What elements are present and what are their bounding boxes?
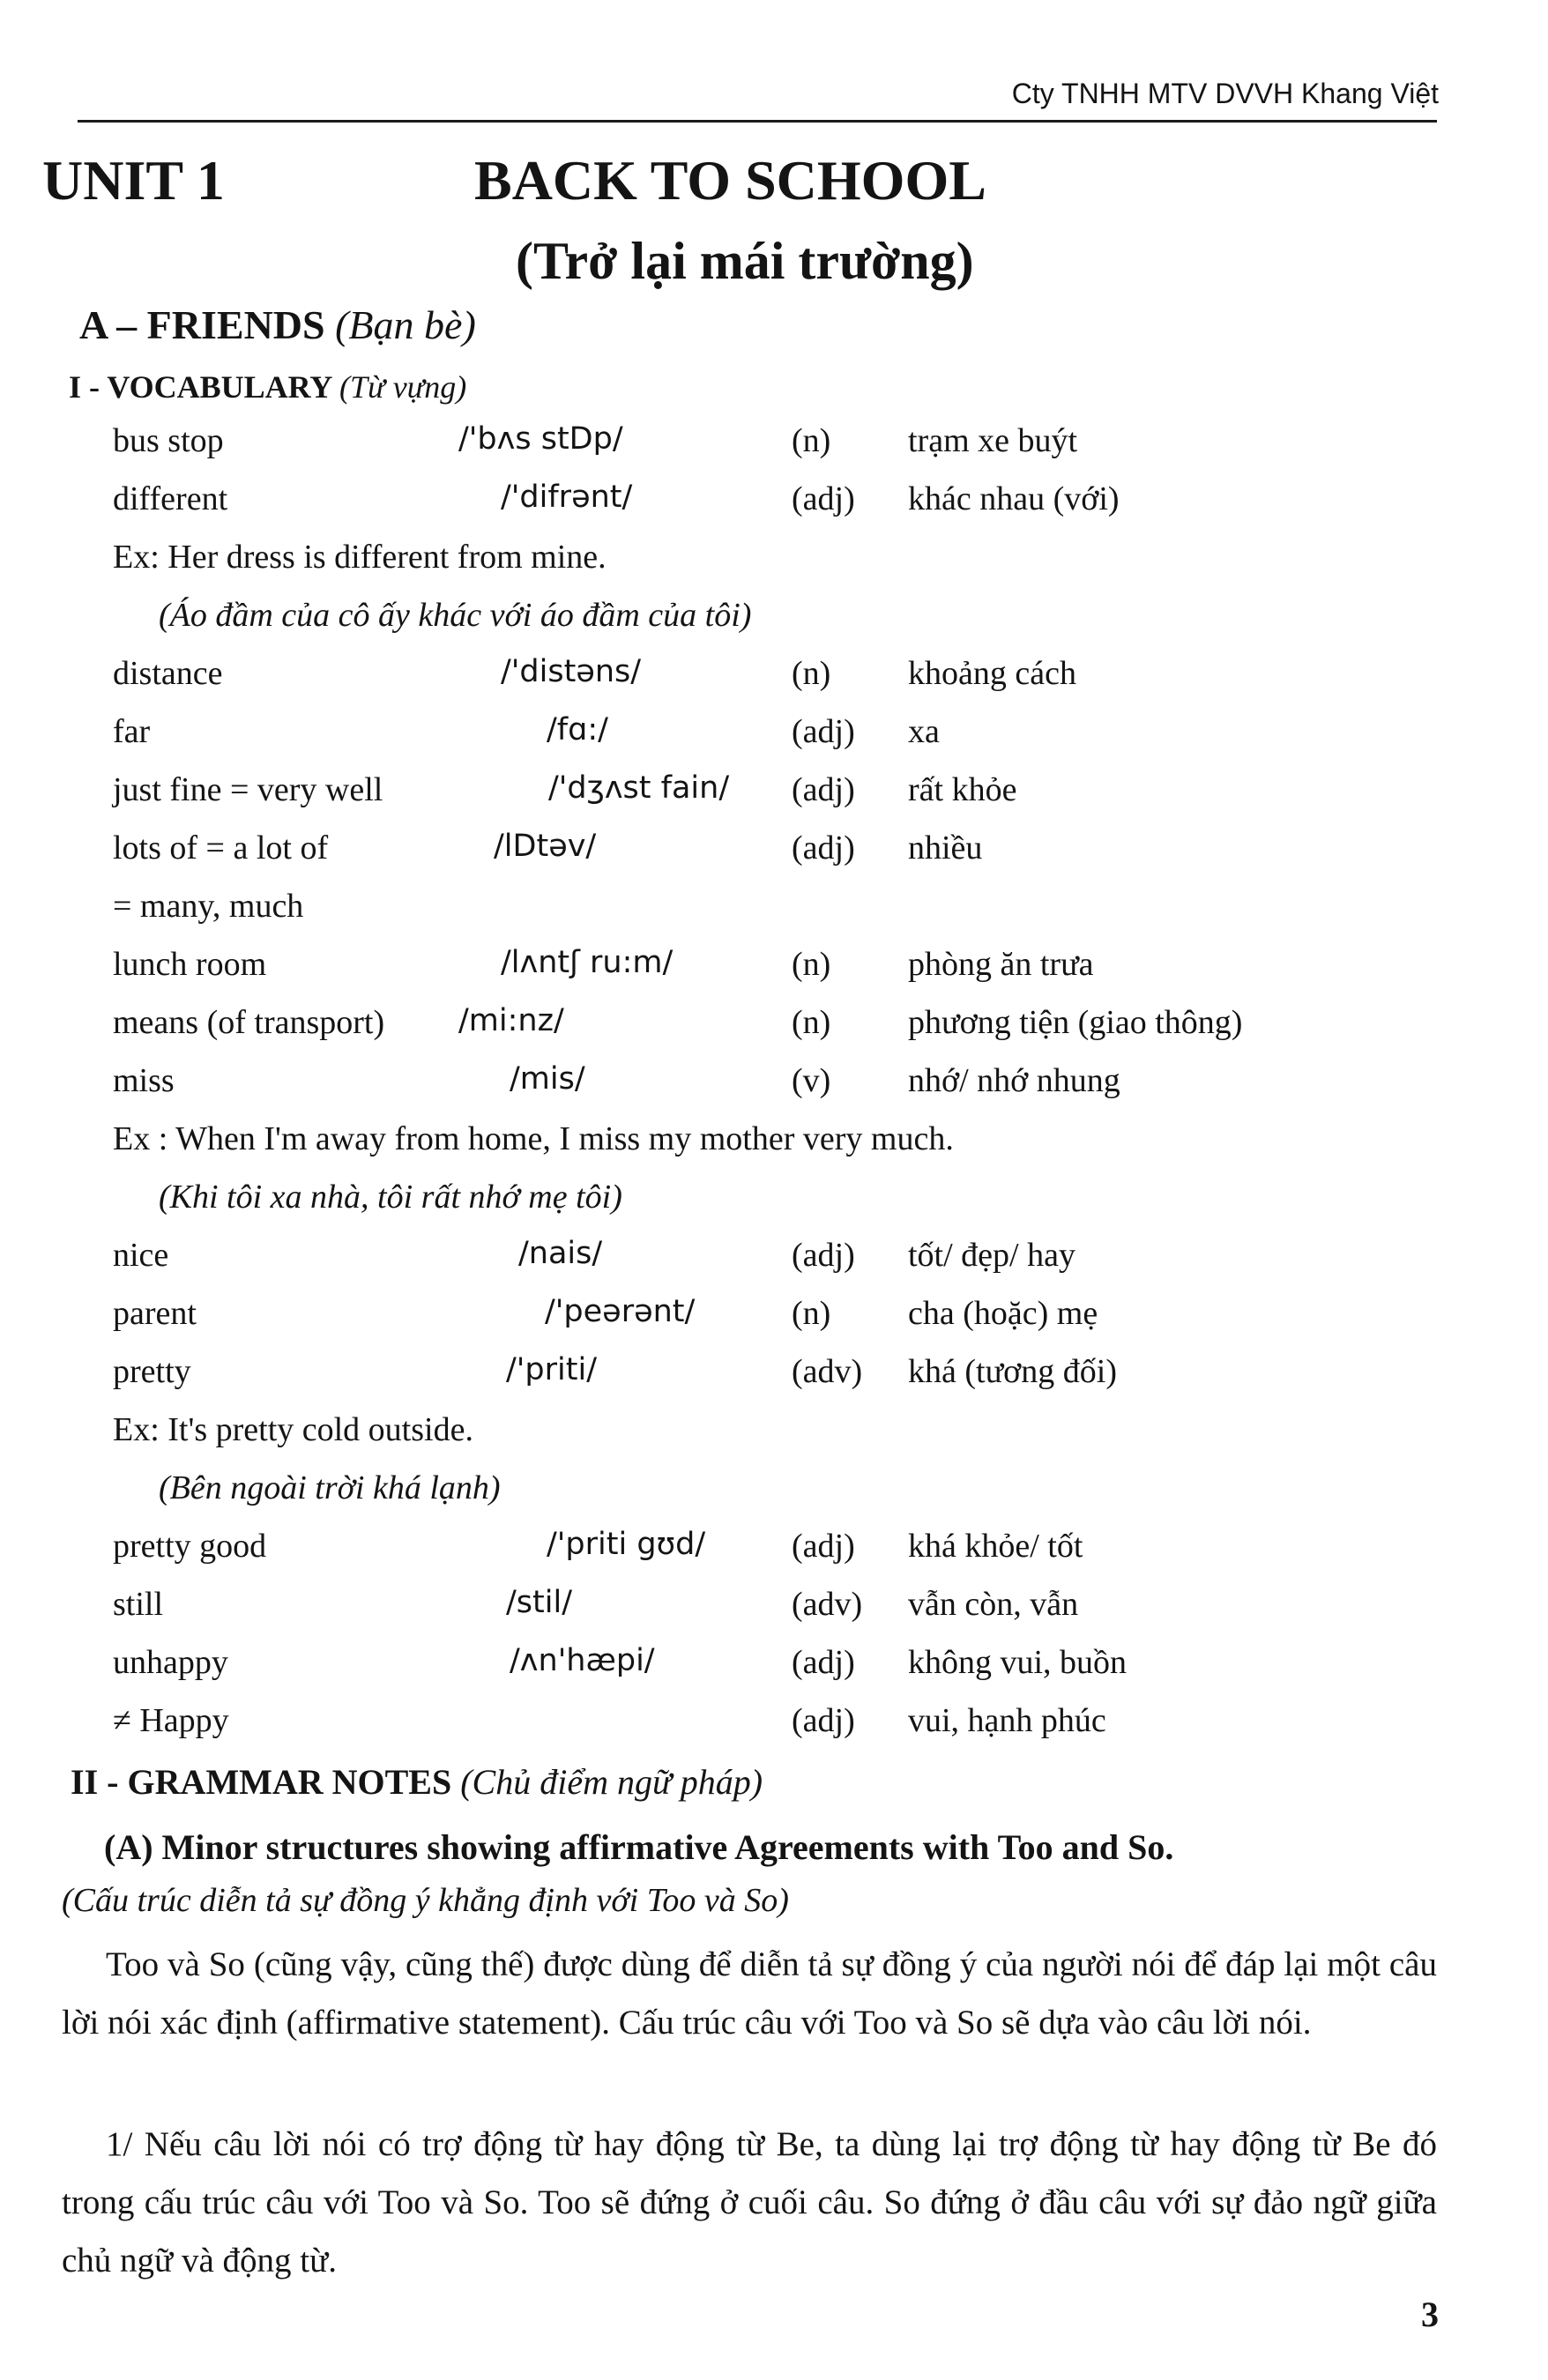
vocab-part-of-speech: (v) xyxy=(792,1062,831,1099)
grammar-paragraph-1 xyxy=(62,1936,1437,2052)
paragraph-2-text: 1/ Nếu câu lời nói có trợ động từ hay động từ Be, ta dùng lại trợ động từ hay động từ Be đó trong cấu trúc câu với Too và So. Too sẽ đứng ở cuối câu. So đứng ở đầu câu với sự đảo ngữ giữa chủ ngữ và động từ. xyxy=(62,2125,1437,2280)
structure-translation: (Cấu trúc diễn tả sự đồng ý khẳng định với Too và So) xyxy=(62,1882,789,1919)
page-number: 3 xyxy=(1421,2294,1439,2334)
vocab-ipa: /'distəns/ xyxy=(501,654,642,689)
vocab-meaning: cha (hoặc) mẹ xyxy=(908,1295,1098,1332)
section-a-heading xyxy=(79,301,476,348)
vocab-meaning: tốt/ đẹp/ hay xyxy=(908,1237,1075,1274)
vocab-word: lunch room xyxy=(113,946,267,983)
vocab-ipa: /lʌntʃ ru:m/ xyxy=(501,945,674,980)
vocab-meaning: trạm xe buýt xyxy=(908,422,1078,459)
vocab-ipa: /stil/ xyxy=(506,1585,572,1620)
publisher-header: Cty TNHH MTV DVVH Khang Việt xyxy=(1011,78,1439,109)
section-a-translation: (Bạn bè) xyxy=(335,302,476,347)
vocab-part-of-speech: (n) xyxy=(792,1295,831,1332)
structure-title: (A) Minor structures showing affirmative Agreements with Too and So. xyxy=(104,1827,1174,1867)
vocab-part-of-speech: (adj) xyxy=(792,1528,855,1565)
header-rule xyxy=(78,120,1437,123)
example-text: Ex : When I'm away from home, I miss my mother very much. xyxy=(113,1120,954,1157)
example-text: = many, much xyxy=(113,888,304,925)
vocab-meaning: nhiều xyxy=(908,829,983,866)
vocab-part-of-speech: (n) xyxy=(792,655,831,692)
vocab-meaning: vẫn còn, vẫn xyxy=(908,1586,1079,1623)
vocab-word: distance xyxy=(113,655,223,692)
vocab-word: pretty xyxy=(113,1353,191,1390)
vocab-word: just fine = very well xyxy=(113,771,383,808)
vocab-word: unhappy xyxy=(113,1644,228,1681)
vocab-part-of-speech: (adj) xyxy=(792,713,855,750)
vocab-ipa: /mis/ xyxy=(510,1061,585,1097)
vocab-word: ≠ Happy xyxy=(113,1702,229,1739)
example-text: Ex: It's pretty cold outside. xyxy=(113,1411,473,1448)
vocab-word: miss xyxy=(113,1062,175,1099)
example-text: Ex: Her dress is different from mine. xyxy=(113,539,607,576)
vocab-part-of-speech: (adj) xyxy=(792,480,855,517)
vocab-meaning: xa xyxy=(908,713,940,750)
vocab-meaning: khoảng cách xyxy=(908,655,1076,692)
vocab-word: lots of = a lot of xyxy=(113,829,329,866)
vocab-meaning: khá khỏe/ tốt xyxy=(908,1528,1083,1565)
vocab-word: pretty good xyxy=(113,1528,267,1565)
vocab-ipa: /'difrənt/ xyxy=(501,480,633,515)
vocab-part-of-speech: (adj) xyxy=(792,771,855,808)
vocab-ipa: /lDtəv/ xyxy=(494,829,597,864)
unit-label: UNIT 1 xyxy=(42,149,225,212)
vocab-part-of-speech: (n) xyxy=(792,1004,831,1041)
vocab-ipa: /fɑ:/ xyxy=(547,712,608,747)
paragraph-1-text: Too và So (cũng vậy, cũng thế) được dùng để diễn tả sự đồng ý của người nói để đáp lại một câu lời nói xác định (affirmative statement). Cấu trúc câu với Too và So sẽ dựa vào câu lời nói. xyxy=(62,1945,1437,2042)
grammar-paragraph-2 xyxy=(62,2116,1437,2290)
vocab-ipa: /'peərənt/ xyxy=(545,1294,696,1329)
vocab-word: far xyxy=(113,713,151,750)
vocab-part-of-speech: (n) xyxy=(792,422,831,459)
translation-text: (Bên ngoài trời khá lạnh) xyxy=(159,1469,501,1506)
vocab-ipa: /'priti gʊd/ xyxy=(547,1527,706,1562)
grammar-label: II - GRAMMAR NOTES xyxy=(71,1762,452,1802)
vocab-meaning: khá (tương đối) xyxy=(908,1353,1117,1390)
vocab-word: means (of transport) xyxy=(113,1004,385,1041)
vocab-meaning: phòng ăn trưa xyxy=(908,946,1094,983)
vocab-ipa: /'bʌs stDp/ xyxy=(458,421,623,457)
vocab-meaning: không vui, buồn xyxy=(908,1644,1128,1681)
translation-text: (Khi tôi xa nhà, tôi rất nhớ mẹ tôi) xyxy=(159,1179,622,1216)
vocabulary-label: I - VOCABULARY xyxy=(69,369,332,405)
vocab-part-of-speech: (adj) xyxy=(792,1644,855,1681)
vocab-part-of-speech: (adj) xyxy=(792,1702,855,1739)
vocab-part-of-speech: (adv) xyxy=(792,1353,863,1390)
vocab-ipa: /'dʒʌst fain/ xyxy=(548,770,730,806)
vocab-word: still xyxy=(113,1586,164,1623)
unit-title: BACK TO SCHOOL xyxy=(474,149,986,212)
grammar-translation: (Chủ điểm ngữ pháp) xyxy=(460,1762,763,1802)
vocab-part-of-speech: (adj) xyxy=(792,1237,855,1274)
vocab-part-of-speech: (adj) xyxy=(792,829,855,866)
vocab-meaning: vui, hạnh phúc xyxy=(908,1702,1106,1739)
vocab-word: different xyxy=(113,480,228,517)
vocab-meaning: phương tiện (giao thông) xyxy=(908,1004,1243,1041)
vocab-word: parent xyxy=(113,1295,197,1332)
vocab-word: bus stop xyxy=(113,422,224,459)
vocab-ipa: /mi:nz/ xyxy=(458,1003,564,1038)
vocab-part-of-speech: (adv) xyxy=(792,1586,863,1623)
vocab-word: nice xyxy=(113,1237,169,1274)
vocab-meaning: khác nhau (với) xyxy=(908,480,1120,517)
vocab-ipa: /nais/ xyxy=(518,1236,603,1271)
translation-text: (Áo đầm của cô ấy khác với áo đầm của tôi) xyxy=(159,597,752,634)
vocab-meaning: rất khỏe xyxy=(908,771,1017,808)
vocabulary-translation: (Từ vựng) xyxy=(339,369,467,405)
vocab-ipa: /'priti/ xyxy=(506,1352,597,1387)
section-a-label: A – FRIENDS xyxy=(79,302,325,347)
grammar-heading xyxy=(71,1761,763,1803)
vocab-ipa: /ʌn'hæpi/ xyxy=(510,1643,655,1678)
vocabulary-heading xyxy=(69,368,466,405)
unit-subtitle: (Trở lại mái trường) xyxy=(516,232,974,290)
vocab-part-of-speech: (n) xyxy=(792,946,831,983)
vocab-meaning: nhớ/ nhớ nhung xyxy=(908,1062,1120,1099)
